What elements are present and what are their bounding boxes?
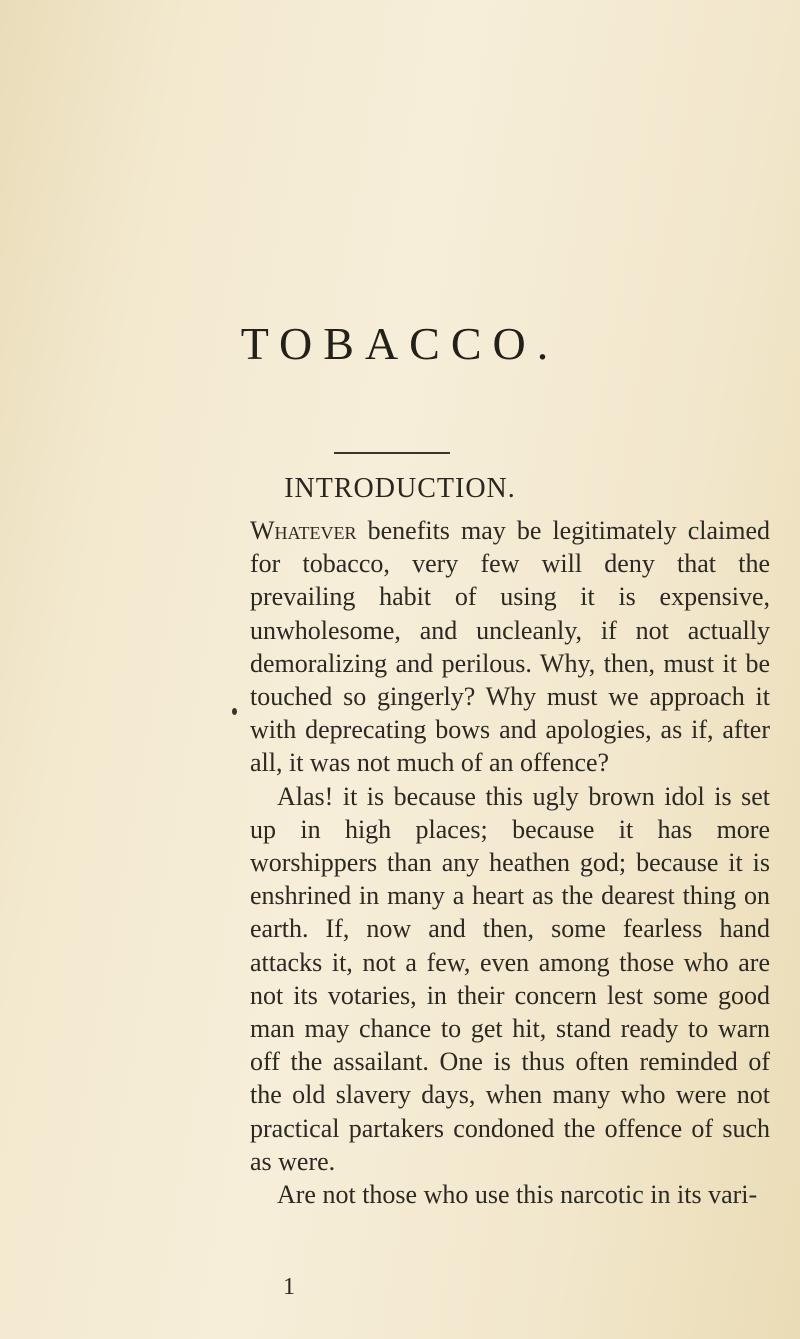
body-text [250,514,770,1211]
paragraph: Are not those who use this narcotic in its vari- [277,1180,758,1210]
page-number: 1 [283,1274,295,1300]
paragraph-text: benefits may be legitimately claimed for tobacco, very few will deny that the prevailing habit of using it is expensive, unwholesome, and uncleanly, if not actually demoralizing and perilous. Why, then, must it be touched so gingerly? Why must we approach it with deprecating bows and apologies, as if, after all, it was not much of an offence? [250,516,770,778]
paragraph: Alas! it is because this ugly brown idol is set up in high places; because it has more worshippers than any heathen god; because it is enshrined in many a heart as the dearest thing on earth. If, now and then, some fearless hand attacks it, not a few, even among those who are not its votaries, in their concern lest some good man may chance to get hit, stand ready to warn off the assailant. One is thus often reminded of the old slavery days, when many who were not practical partakers condoned the offence of such as were. [250,781,770,1176]
paragraph-lead-word: Whatever [250,516,357,545]
paragraph [250,514,770,780]
page-title: TOBACCO. [240,318,560,369]
ink-speck [232,708,237,715]
title-divider [334,452,450,454]
section-heading: INTRODUCTION. [284,473,516,504]
